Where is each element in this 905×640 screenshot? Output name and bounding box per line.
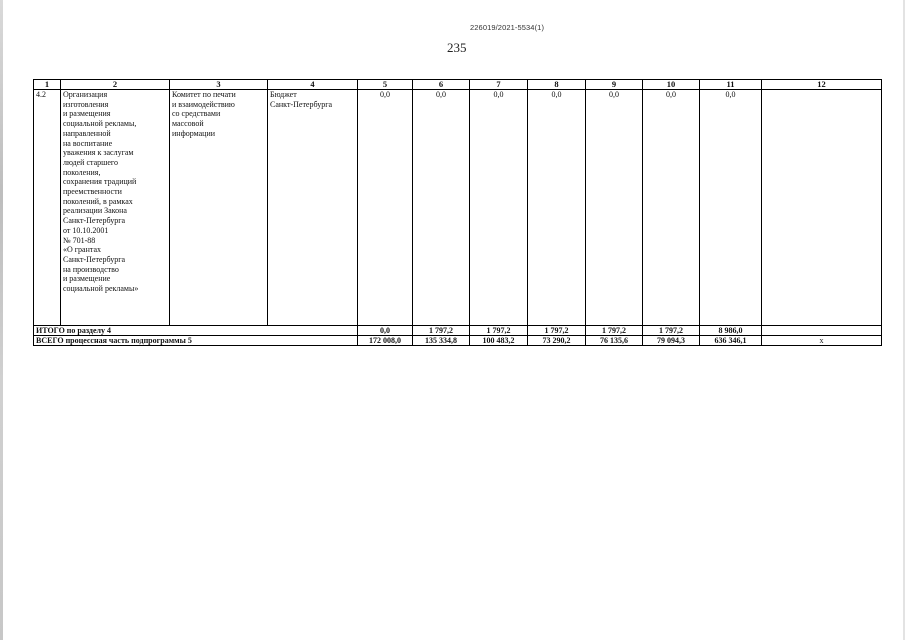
grand-total-note: х bbox=[762, 336, 882, 346]
grand-total-value: 76 135,6 bbox=[586, 336, 643, 346]
row-description: Организация изготовления и размещения социальной рекламы, направленной на воспитание уважения к заслугам людей старшего поколения, сохранения традиций преемственности поколений, в рамках реализации Закона Санкт-Петербурга от 10.10.2001 № 701-88 «О грантах Санкт-Петербурга на производство и размещение социальной рекламы» bbox=[61, 90, 170, 326]
table-row bbox=[34, 90, 882, 326]
column-header: 5 bbox=[358, 80, 413, 90]
column-header: 12 bbox=[762, 80, 882, 90]
row-value: 0,0 bbox=[470, 90, 528, 326]
section-total-value: 1 797,2 bbox=[528, 326, 586, 336]
row-funding-source: Бюджет Санкт-Петербурга bbox=[268, 90, 358, 326]
column-header: 11 bbox=[700, 80, 762, 90]
grand-total-label: ВСЕГО процессная часть подпрограммы 5 bbox=[34, 336, 358, 346]
section-total-value: 1 797,2 bbox=[413, 326, 470, 336]
row-value: 0,0 bbox=[358, 90, 413, 326]
budget-table bbox=[33, 79, 882, 346]
column-header: 6 bbox=[413, 80, 470, 90]
grand-total-value: 135 334,8 bbox=[413, 336, 470, 346]
row-code: 4.2 bbox=[34, 90, 61, 326]
column-header: 2 bbox=[61, 80, 170, 90]
row-value: 0,0 bbox=[413, 90, 470, 326]
section-total-label: ИТОГО по разделу 4 bbox=[34, 326, 358, 336]
document-reference: 226019/2021-5534(1) bbox=[470, 23, 545, 32]
column-header: 10 bbox=[643, 80, 700, 90]
section-total-value: 8 986,0 bbox=[700, 326, 762, 336]
section-total-value: 1 797,2 bbox=[643, 326, 700, 336]
grand-total-value: 73 290,2 bbox=[528, 336, 586, 346]
grand-total-value: 636 346,1 bbox=[700, 336, 762, 346]
grand-total-value: 100 483,2 bbox=[470, 336, 528, 346]
column-header: 8 bbox=[528, 80, 586, 90]
column-header: 9 bbox=[586, 80, 643, 90]
row-value: 0,0 bbox=[643, 90, 700, 326]
section-total-value: 0,0 bbox=[358, 326, 413, 336]
row-value: 0,0 bbox=[528, 90, 586, 326]
row-value: 0,0 bbox=[586, 90, 643, 326]
grand-total-value: 79 094,3 bbox=[643, 336, 700, 346]
section-total-note bbox=[762, 326, 882, 336]
page-number: 235 bbox=[447, 40, 467, 55]
grand-total-value: 172 008,0 bbox=[358, 336, 413, 346]
row-value: 0,0 bbox=[700, 90, 762, 326]
header-row bbox=[34, 80, 882, 90]
column-header: 1 bbox=[34, 80, 61, 90]
row-executor: Комитет по печати и взаимодействию со средствами массовой информации bbox=[170, 90, 268, 326]
column-header: 4 bbox=[268, 80, 358, 90]
section-total-value: 1 797,2 bbox=[470, 326, 528, 336]
row-note bbox=[762, 90, 882, 326]
section-total-row bbox=[34, 326, 882, 336]
column-header: 7 bbox=[470, 80, 528, 90]
grand-total-row bbox=[34, 336, 882, 346]
scan-edge-left bbox=[0, 0, 3, 640]
section-total-value: 1 797,2 bbox=[586, 326, 643, 336]
column-header: 3 bbox=[170, 80, 268, 90]
